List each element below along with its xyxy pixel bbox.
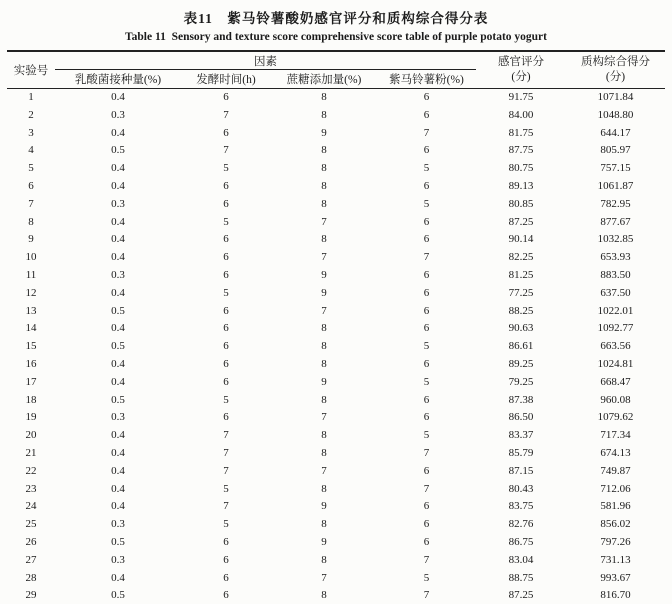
table-row bbox=[7, 392, 665, 410]
cell-texture-score: 877.67 bbox=[600, 215, 631, 228]
cell-lactic-inoculation: 0.4 bbox=[111, 162, 125, 175]
cell-fermentation-time: 5 bbox=[223, 518, 229, 531]
col-header-sensory-score bbox=[476, 51, 566, 89]
cell-sucrose-addition: 8 bbox=[321, 144, 327, 157]
cell-sucrose-addition: 9 bbox=[321, 268, 327, 281]
cell-sucrose-addition: 8 bbox=[321, 553, 327, 566]
cell-sensory-score: 81.25 bbox=[508, 268, 534, 281]
cell-fermentation-time: 6 bbox=[223, 304, 229, 317]
cell-lactic-inoculation: 0.3 bbox=[111, 268, 125, 281]
cell-experiment-no: 27 bbox=[25, 553, 37, 566]
cell-lactic-inoculation: 0.4 bbox=[111, 91, 125, 103]
cell-lactic-inoculation: 0.4 bbox=[111, 233, 125, 246]
table-row bbox=[7, 214, 665, 232]
table-row bbox=[7, 463, 665, 481]
cell-sucrose-addition: 8 bbox=[321, 429, 327, 442]
cell-purple-potato-powder: 7 bbox=[423, 482, 430, 495]
cell-fermentation-time: 6 bbox=[223, 233, 229, 246]
cell-fermentation-time: 7 bbox=[223, 429, 229, 442]
cell-purple-potato-powder: 5 bbox=[423, 571, 430, 584]
cell-fermentation-time: 6 bbox=[223, 126, 229, 139]
cell-purple-potato-powder: 5 bbox=[423, 162, 430, 175]
sensory-texture-score-table bbox=[7, 50, 665, 604]
cell-sucrose-addition: 7 bbox=[321, 304, 327, 317]
table-row bbox=[7, 142, 665, 160]
cell-experiment-no: 11 bbox=[25, 268, 37, 281]
cell-experiment-no: 14 bbox=[25, 322, 37, 335]
cell-texture-score: 782.95 bbox=[600, 197, 631, 210]
cell-lactic-inoculation: 0.4 bbox=[111, 482, 125, 495]
cell-experiment-no: 18 bbox=[25, 393, 37, 406]
cell-lactic-inoculation: 0.3 bbox=[111, 197, 125, 210]
cell-sucrose-addition: 8 bbox=[321, 162, 327, 175]
table-row bbox=[7, 427, 665, 445]
cell-texture-score: 1061.87 bbox=[597, 179, 634, 192]
cell-texture-score: 757.15 bbox=[600, 162, 631, 175]
table-row bbox=[7, 445, 665, 463]
cell-purple-potato-powder: 6 bbox=[423, 286, 430, 299]
cell-purple-potato-powder: 6 bbox=[423, 91, 430, 103]
cell-fermentation-time: 6 bbox=[223, 553, 229, 566]
cell-fermentation-time: 6 bbox=[223, 91, 229, 103]
table-body bbox=[7, 89, 665, 604]
cell-fermentation-time: 7 bbox=[223, 464, 229, 477]
cell-texture-score: 644.17 bbox=[600, 126, 631, 139]
cell-fermentation-time: 5 bbox=[223, 215, 229, 228]
cell-sucrose-addition: 8 bbox=[321, 518, 327, 531]
cell-texture-score: 653.93 bbox=[600, 251, 631, 264]
cell-sensory-score: 88.75 bbox=[508, 571, 534, 584]
cell-purple-potato-powder: 5 bbox=[423, 429, 430, 442]
cell-sensory-score: 87.38 bbox=[508, 393, 534, 406]
cell-experiment-no: 28 bbox=[25, 571, 37, 584]
cell-purple-potato-powder: 6 bbox=[423, 108, 430, 121]
col-group-header-factors: 因素 bbox=[55, 51, 476, 70]
cell-fermentation-time: 6 bbox=[223, 375, 229, 388]
cell-sensory-score: 86.75 bbox=[508, 535, 534, 548]
cell-lactic-inoculation: 0.4 bbox=[111, 446, 125, 459]
cell-lactic-inoculation: 0.4 bbox=[111, 500, 125, 513]
cell-lactic-inoculation: 0.4 bbox=[111, 571, 125, 584]
cell-lactic-inoculation: 0.5 bbox=[111, 535, 125, 548]
cell-texture-score: 1071.84 bbox=[597, 91, 634, 103]
cell-purple-potato-powder: 7 bbox=[423, 589, 430, 602]
cell-sensory-score: 88.25 bbox=[508, 304, 534, 317]
table-row bbox=[7, 498, 665, 516]
table-row bbox=[7, 587, 665, 604]
cell-sucrose-addition: 8 bbox=[321, 446, 327, 459]
cell-sucrose-addition: 8 bbox=[321, 91, 327, 103]
cell-texture-score: 581.96 bbox=[600, 500, 631, 513]
cell-sucrose-addition: 7 bbox=[321, 571, 327, 584]
cell-sucrose-addition: 9 bbox=[321, 375, 327, 388]
cell-sucrose-addition: 8 bbox=[321, 108, 327, 121]
table-row bbox=[7, 196, 665, 214]
cell-sensory-score: 80.75 bbox=[508, 162, 534, 175]
table-row bbox=[7, 267, 665, 285]
cell-sensory-score: 91.75 bbox=[508, 91, 534, 103]
cell-fermentation-time: 6 bbox=[223, 197, 229, 210]
cell-sucrose-addition: 7 bbox=[321, 215, 327, 228]
cell-purple-potato-powder: 7 bbox=[423, 446, 430, 459]
cell-fermentation-time: 6 bbox=[223, 268, 229, 281]
cell-sucrose-addition: 7 bbox=[321, 464, 327, 477]
cell-lactic-inoculation: 0.5 bbox=[111, 589, 125, 602]
cell-sensory-score: 85.79 bbox=[508, 446, 534, 459]
sensory-score-label-line1: 感官评分 bbox=[498, 56, 544, 68]
cell-lactic-inoculation: 0.4 bbox=[111, 375, 125, 388]
cell-purple-potato-powder: 7 bbox=[423, 553, 430, 566]
cell-fermentation-time: 5 bbox=[223, 393, 229, 406]
cell-fermentation-time: 6 bbox=[223, 179, 229, 192]
cell-purple-potato-powder: 7 bbox=[423, 251, 430, 264]
cell-sensory-score: 87.25 bbox=[508, 215, 534, 228]
cell-fermentation-time: 6 bbox=[223, 535, 229, 548]
cell-experiment-no: 4 bbox=[28, 144, 34, 157]
cell-purple-potato-powder: 6 bbox=[423, 215, 430, 228]
cell-texture-score: 1092.77 bbox=[597, 322, 634, 335]
cell-sensory-score: 77.25 bbox=[508, 286, 534, 299]
cell-sucrose-addition: 8 bbox=[321, 482, 327, 495]
cell-lactic-inoculation: 0.4 bbox=[111, 286, 125, 299]
cell-lactic-inoculation: 0.4 bbox=[111, 357, 125, 370]
cell-texture-score: 637.50 bbox=[600, 286, 631, 299]
table-row bbox=[7, 303, 665, 321]
cell-experiment-no: 6 bbox=[28, 179, 34, 192]
cell-lactic-inoculation: 0.3 bbox=[111, 553, 125, 566]
cell-purple-potato-powder: 6 bbox=[423, 393, 430, 406]
cell-texture-score: 1022.01 bbox=[597, 304, 634, 317]
cell-texture-score: 731.13 bbox=[600, 553, 631, 566]
cell-experiment-no: 2 bbox=[28, 108, 34, 121]
cell-sensory-score: 81.75 bbox=[508, 126, 534, 139]
cell-texture-score: 717.34 bbox=[600, 429, 631, 442]
cell-texture-score: 797.26 bbox=[600, 535, 631, 548]
cell-texture-score: 1048.80 bbox=[597, 108, 634, 121]
cell-sensory-score: 87.25 bbox=[508, 589, 534, 602]
cell-experiment-no: 17 bbox=[25, 375, 37, 388]
cell-sensory-score: 83.04 bbox=[508, 553, 534, 566]
cell-experiment-no: 25 bbox=[25, 518, 37, 531]
cell-texture-score: 816.70 bbox=[600, 589, 631, 602]
cell-texture-score: 1024.81 bbox=[597, 357, 634, 370]
cell-experiment-no: 13 bbox=[25, 304, 37, 317]
cell-texture-score: 663.56 bbox=[600, 340, 631, 353]
table-row bbox=[7, 374, 665, 392]
cell-texture-score: 1032.85 bbox=[597, 233, 634, 246]
table-row bbox=[7, 570, 665, 588]
cell-purple-potato-powder: 6 bbox=[423, 500, 430, 513]
cell-sensory-score: 83.37 bbox=[508, 429, 534, 442]
cell-lactic-inoculation: 0.4 bbox=[111, 322, 125, 335]
cell-sucrose-addition: 8 bbox=[321, 340, 327, 353]
table-row bbox=[7, 356, 665, 374]
cell-lactic-inoculation: 0.3 bbox=[111, 108, 125, 121]
col-header-sucrose-addition: 蔗糖添加量(%) bbox=[271, 70, 377, 89]
cell-lactic-inoculation: 0.3 bbox=[111, 411, 125, 424]
table-row bbox=[7, 320, 665, 338]
cell-purple-potato-powder: 5 bbox=[423, 340, 430, 353]
cell-sucrose-addition: 8 bbox=[321, 357, 327, 370]
texture-score-label-line1: 质构综合得分 bbox=[581, 56, 650, 68]
table-row bbox=[7, 552, 665, 570]
cell-lactic-inoculation: 0.5 bbox=[111, 304, 125, 317]
cell-purple-potato-powder: 6 bbox=[423, 411, 430, 424]
cell-purple-potato-powder: 6 bbox=[423, 233, 430, 246]
cell-fermentation-time: 7 bbox=[223, 108, 229, 121]
cell-fermentation-time: 5 bbox=[223, 482, 229, 495]
cell-sensory-score: 89.25 bbox=[508, 357, 534, 370]
cell-sensory-score: 80.43 bbox=[508, 482, 534, 495]
cell-sucrose-addition: 8 bbox=[321, 233, 327, 246]
table-row bbox=[7, 89, 665, 107]
cell-experiment-no: 7 bbox=[28, 197, 34, 210]
cell-fermentation-time: 6 bbox=[223, 340, 229, 353]
table-title-chinese: 表11 紫马铃薯酸奶感官评分和质构综合得分表 bbox=[183, 11, 489, 26]
cell-lactic-inoculation: 0.4 bbox=[111, 215, 125, 228]
table-row bbox=[7, 409, 665, 427]
cell-experiment-no: 3 bbox=[28, 126, 34, 139]
col-header-experiment-no: 实验号 bbox=[7, 51, 55, 89]
cell-texture-score: 712.06 bbox=[600, 482, 631, 495]
col-header-fermentation-time: 发酵时间(h) bbox=[181, 70, 271, 89]
cell-experiment-no: 23 bbox=[25, 482, 37, 495]
col-header-texture-score bbox=[566, 51, 665, 89]
cell-sensory-score: 87.15 bbox=[508, 464, 534, 477]
cell-experiment-no: 29 bbox=[25, 589, 37, 602]
cell-sucrose-addition: 8 bbox=[321, 589, 327, 602]
cell-sensory-score: 86.61 bbox=[508, 340, 534, 353]
cell-sucrose-addition: 7 bbox=[321, 251, 327, 264]
cell-fermentation-time: 6 bbox=[223, 571, 229, 584]
cell-texture-score: 1079.62 bbox=[597, 411, 634, 424]
cell-experiment-no: 10 bbox=[25, 251, 37, 264]
cell-texture-score: 749.87 bbox=[600, 464, 631, 477]
cell-sucrose-addition: 9 bbox=[321, 500, 327, 513]
cell-lactic-inoculation: 0.4 bbox=[111, 251, 125, 264]
table-row bbox=[7, 178, 665, 196]
cell-sensory-score: 82.25 bbox=[508, 251, 534, 264]
cell-fermentation-time: 7 bbox=[223, 144, 229, 157]
col-header-lactic-inoculation: 乳酸菌接种量(%) bbox=[55, 70, 181, 89]
cell-purple-potato-powder: 6 bbox=[423, 535, 430, 548]
cell-purple-potato-powder: 5 bbox=[423, 197, 430, 210]
table-row bbox=[7, 516, 665, 534]
cell-fermentation-time: 7 bbox=[223, 500, 229, 513]
cell-texture-score: 805.97 bbox=[600, 144, 631, 157]
cell-lactic-inoculation: 0.3 bbox=[111, 518, 125, 531]
cell-experiment-no: 16 bbox=[25, 357, 37, 370]
cell-purple-potato-powder: 6 bbox=[423, 464, 430, 477]
cell-sensory-score: 82.76 bbox=[508, 518, 534, 531]
cell-texture-score: 883.50 bbox=[600, 268, 631, 281]
table-row bbox=[7, 107, 665, 125]
cell-texture-score: 856.02 bbox=[600, 518, 631, 531]
cell-sensory-score: 80.85 bbox=[508, 197, 534, 210]
cell-texture-score: 960.08 bbox=[600, 393, 631, 406]
cell-sucrose-addition: 8 bbox=[321, 197, 327, 210]
cell-purple-potato-powder: 5 bbox=[423, 375, 430, 388]
cell-experiment-no: 1 bbox=[28, 91, 34, 103]
cell-texture-score: 668.47 bbox=[600, 375, 631, 388]
cell-sensory-score: 87.75 bbox=[508, 144, 534, 157]
cell-lactic-inoculation: 0.4 bbox=[111, 464, 125, 477]
cell-lactic-inoculation: 0.5 bbox=[111, 144, 125, 157]
cell-sucrose-addition: 9 bbox=[321, 535, 327, 548]
cell-lactic-inoculation: 0.4 bbox=[111, 126, 125, 139]
cell-fermentation-time: 6 bbox=[223, 322, 229, 335]
cell-sensory-score: 90.14 bbox=[508, 233, 534, 246]
cell-fermentation-time: 7 bbox=[223, 446, 229, 459]
table-row bbox=[7, 338, 665, 356]
cell-purple-potato-powder: 6 bbox=[423, 322, 430, 335]
table-row bbox=[7, 534, 665, 552]
cell-purple-potato-powder: 7 bbox=[423, 126, 430, 139]
cell-sucrose-addition: 9 bbox=[321, 286, 327, 299]
table-header bbox=[7, 51, 665, 89]
cell-texture-score: 993.67 bbox=[600, 571, 631, 584]
cell-sucrose-addition: 8 bbox=[321, 393, 327, 406]
table-row bbox=[7, 125, 665, 143]
cell-fermentation-time: 6 bbox=[223, 589, 229, 602]
texture-score-label-line2: (分) bbox=[605, 71, 626, 83]
cell-sensory-score: 90.63 bbox=[508, 322, 534, 335]
cell-sensory-score: 79.25 bbox=[508, 375, 534, 388]
cell-purple-potato-powder: 6 bbox=[423, 518, 430, 531]
table-row bbox=[7, 231, 665, 249]
cell-sensory-score: 84.00 bbox=[508, 108, 534, 121]
cell-fermentation-time: 6 bbox=[223, 251, 229, 264]
cell-experiment-no: 5 bbox=[28, 162, 34, 175]
table-row bbox=[7, 285, 665, 303]
cell-sucrose-addition: 9 bbox=[321, 126, 327, 139]
cell-fermentation-time: 5 bbox=[223, 286, 229, 299]
cell-fermentation-time: 6 bbox=[223, 357, 229, 370]
cell-experiment-no: 12 bbox=[25, 286, 37, 299]
cell-purple-potato-powder: 6 bbox=[423, 304, 430, 317]
cell-experiment-no: 22 bbox=[25, 464, 37, 477]
table-row bbox=[7, 249, 665, 267]
cell-experiment-no: 15 bbox=[25, 340, 37, 353]
cell-sensory-score: 86.50 bbox=[508, 411, 534, 424]
cell-sensory-score: 89.13 bbox=[508, 179, 534, 192]
cell-experiment-no: 26 bbox=[25, 535, 37, 548]
cell-experiment-no: 24 bbox=[25, 500, 37, 513]
cell-experiment-no: 20 bbox=[25, 429, 37, 442]
cell-experiment-no: 21 bbox=[25, 446, 37, 459]
sensory-score-label-line2: (分) bbox=[511, 71, 531, 83]
cell-lactic-inoculation: 0.4 bbox=[111, 429, 125, 442]
cell-sucrose-addition: 8 bbox=[321, 179, 327, 192]
cell-sucrose-addition: 8 bbox=[321, 322, 327, 335]
cell-lactic-inoculation: 0.4 bbox=[111, 179, 125, 192]
table-row bbox=[7, 481, 665, 499]
cell-purple-potato-powder: 6 bbox=[423, 179, 430, 192]
cell-purple-potato-powder: 6 bbox=[423, 268, 430, 281]
cell-lactic-inoculation: 0.5 bbox=[111, 393, 125, 406]
cell-experiment-no: 9 bbox=[28, 233, 34, 246]
cell-lactic-inoculation: 0.5 bbox=[111, 340, 125, 353]
cell-purple-potato-powder: 6 bbox=[423, 144, 430, 157]
cell-fermentation-time: 6 bbox=[223, 411, 229, 424]
cell-texture-score: 674.13 bbox=[600, 446, 631, 459]
table-row bbox=[7, 160, 665, 178]
cell-experiment-no: 8 bbox=[28, 215, 34, 228]
cell-purple-potato-powder: 6 bbox=[423, 357, 430, 370]
cell-fermentation-time: 5 bbox=[223, 162, 229, 175]
cell-sensory-score: 83.75 bbox=[508, 500, 534, 513]
table-title-english: Table 11 Sensory and texture score comprehensive score table of purple potato yogurt bbox=[125, 31, 547, 43]
cell-experiment-no: 19 bbox=[25, 411, 37, 424]
col-header-purple-potato-powder: 紫马铃薯粉(%) bbox=[377, 70, 476, 89]
cell-sucrose-addition: 7 bbox=[321, 411, 327, 424]
